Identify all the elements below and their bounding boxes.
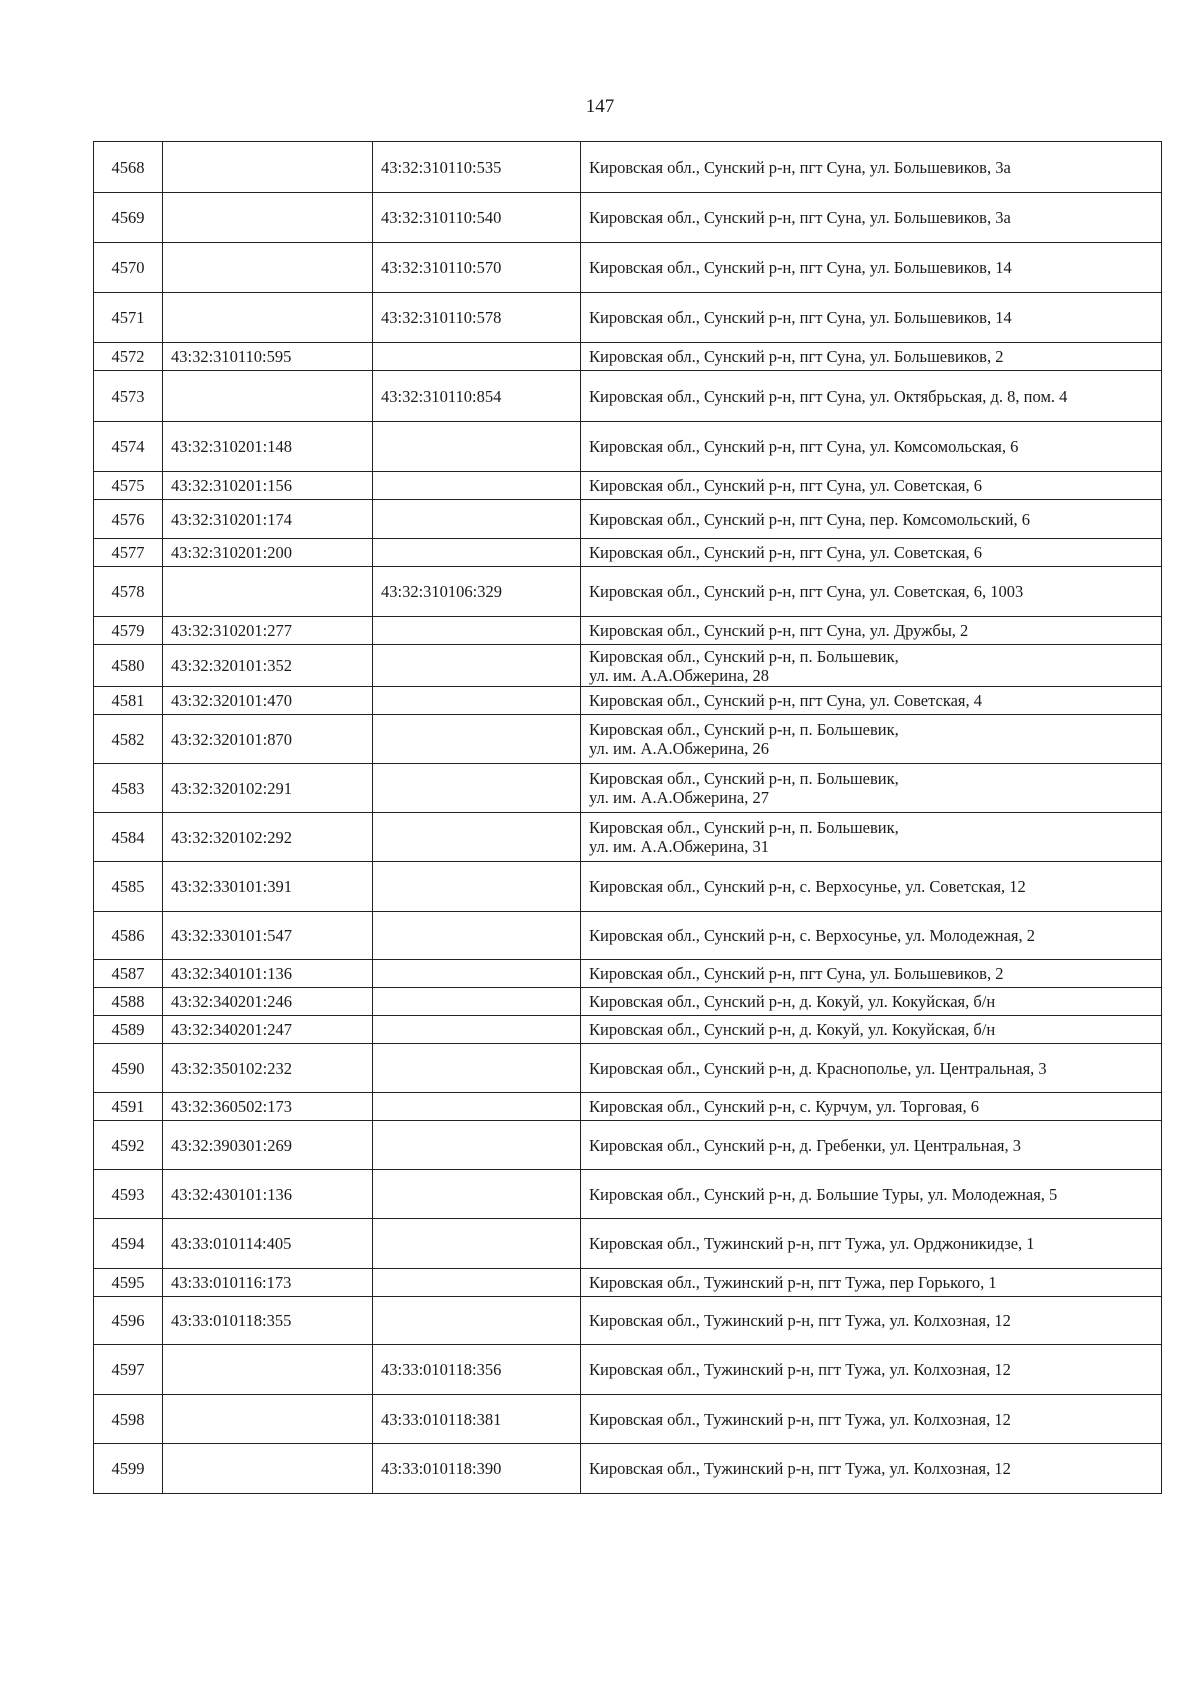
address-cell	[581, 687, 1162, 715]
address-cell	[581, 539, 1162, 567]
row-number-cell: 4581	[94, 687, 163, 715]
address-line-2: ул. им. А.А.Обжерина, 26	[589, 739, 770, 758]
address-cell	[581, 567, 1162, 617]
table-row	[94, 1219, 1162, 1269]
cadastral-number-alt-cell	[373, 960, 581, 988]
cadastral-number-cell: 43:32:310201:277	[163, 617, 373, 645]
address-line-2: ул. им. А.А.Обжерина, 27	[589, 788, 770, 807]
cadastral-number-alt-cell: 43:32:310110:854	[373, 371, 581, 422]
cadastral-number-alt-cell	[373, 1269, 581, 1297]
address-line: Кировская обл., Сунский р-н, пгт Суна, ул. Большевиков, 3а	[589, 157, 1011, 177]
cadastral-number-alt-cell	[373, 1044, 581, 1093]
row-number-cell: 4571	[94, 293, 163, 343]
address-cell	[581, 1345, 1162, 1395]
table-row	[94, 1444, 1162, 1494]
address-line: Кировская обл., Сунский р-н, пгт Суна, ул. Советская, 6	[589, 476, 983, 495]
table-row	[94, 1044, 1162, 1093]
address-cell	[581, 1170, 1162, 1219]
address-line: Кировская обл., Сунский р-н, пгт Суна, ул. Советская, 6, 1003	[589, 582, 1024, 601]
cadastral-number-cell	[163, 142, 373, 193]
row-number-cell: 4589	[94, 1016, 163, 1044]
table-row	[94, 862, 1162, 912]
cadastral-number-alt-cell	[373, 862, 581, 912]
row-number-cell: 4569	[94, 193, 163, 243]
address-line: Кировская обл., Тужинский р-н, пгт Тужа, ул. Колхозная, 12	[589, 1311, 1011, 1330]
table-row	[94, 472, 1162, 500]
cadastral-number-alt-cell	[373, 539, 581, 567]
cadastral-number-cell: 43:32:320101:470	[163, 687, 373, 715]
page-number: 147	[585, 96, 615, 117]
address-line-2: ул. им. А.А.Обжерина, 31	[589, 837, 770, 856]
cadastral-number-alt-cell	[373, 715, 581, 764]
cadastral-number-cell: 43:32:310201:148	[163, 422, 373, 472]
address-cell	[581, 988, 1162, 1016]
cadastral-number-alt-cell	[373, 813, 581, 862]
cadastral-number-cell	[163, 1444, 373, 1494]
cadastral-number-cell: 43:32:330101:547	[163, 912, 373, 960]
address-line: Кировская обл., Сунский р-н, д. Большие Туры, ул. Молодежная, 5	[589, 1184, 1058, 1204]
row-number-cell: 4570	[94, 243, 163, 293]
table-row	[94, 1345, 1162, 1395]
cadastral-number-cell	[163, 371, 373, 422]
table-row	[94, 715, 1162, 764]
cadastral-number-alt-cell	[373, 472, 581, 500]
cadastral-number-alt-cell: 43:32:310110:535	[373, 142, 581, 193]
cadastral-number-cell: 43:32:320102:291	[163, 764, 373, 813]
cadastral-number-alt-cell: 43:32:310110:570	[373, 243, 581, 293]
address-line: Кировская обл., Тужинский р-н, пгт Тужа, ул. Колхозная, 12	[589, 1459, 1011, 1478]
address-line: Кировская обл., Сунский р-н, п. Большевик,	[589, 646, 899, 666]
cadastral-number-alt-cell	[373, 1297, 581, 1345]
address-cell	[581, 1219, 1162, 1269]
cadastral-number-cell	[163, 193, 373, 243]
cadastral-number-alt-cell: 43:32:310110:540	[373, 193, 581, 243]
table-row	[94, 293, 1162, 343]
row-number-cell: 4595	[94, 1269, 163, 1297]
row-number-cell: 4591	[94, 1093, 163, 1121]
row-number-cell: 4587	[94, 960, 163, 988]
table-row	[94, 343, 1162, 371]
cadastral-number-alt-cell	[373, 764, 581, 813]
table-row	[94, 1170, 1162, 1219]
address-cell	[581, 617, 1162, 645]
table-row	[94, 1395, 1162, 1444]
address-line: Кировская обл., Сунский р-н, п. Большевик,	[589, 769, 899, 788]
cadastral-number-cell	[163, 567, 373, 617]
address-line: Кировская обл., Сунский р-н, д. Кокуй, ул. Кокуйская, б/н	[589, 1020, 996, 1039]
address-line: Кировская обл., Сунский р-н, пгт Суна, ул. Большевиков, 3а	[589, 208, 1011, 227]
row-number-cell: 4573	[94, 371, 163, 422]
row-number-cell: 4593	[94, 1170, 163, 1219]
table-row	[94, 500, 1162, 539]
cadastral-number-cell: 43:33:010114:405	[163, 1219, 373, 1269]
cadastral-number-cell: 43:32:390301:269	[163, 1121, 373, 1170]
cadastral-number-cell: 43:32:340201:247	[163, 1016, 373, 1044]
address-line: Кировская обл., Сунский р-н, пгт Суна, ул. Большевиков, 14	[589, 308, 1012, 327]
address-cell	[581, 862, 1162, 912]
address-cell	[581, 1269, 1162, 1297]
cadastral-number-alt-cell	[373, 645, 581, 687]
row-number-cell: 4577	[94, 539, 163, 567]
row-number-cell: 4590	[94, 1044, 163, 1093]
cadastral-number-cell: 43:33:010116:173	[163, 1269, 373, 1297]
cadastral-number-cell	[163, 1395, 373, 1444]
row-number-cell: 4596	[94, 1297, 163, 1345]
row-number-cell: 4583	[94, 764, 163, 813]
address-line: Кировская обл., Сунский р-н, пгт Суна, ул. Большевиков, 2	[589, 347, 1004, 366]
row-number-cell: 4588	[94, 988, 163, 1016]
row-number-cell: 4599	[94, 1444, 163, 1494]
cadastral-number-cell: 43:32:320101:352	[163, 645, 373, 687]
cadastral-number-cell: 43:32:310201:174	[163, 500, 373, 539]
table-row	[94, 539, 1162, 567]
cadastral-number-cell: 43:32:360502:173	[163, 1093, 373, 1121]
address-cell	[581, 912, 1162, 960]
address-cell	[581, 715, 1162, 764]
row-number-cell: 4580	[94, 645, 163, 687]
cadastral-number-alt-cell	[373, 343, 581, 371]
address-line: Кировская обл., Сунский р-н, д. Кокуй, ул. Кокуйская, б/н	[589, 992, 996, 1011]
table-row	[94, 960, 1162, 988]
address-cell	[581, 500, 1162, 539]
table-body	[94, 142, 1162, 1494]
address-cell	[581, 193, 1162, 243]
cadastral-number-cell: 43:32:340101:136	[163, 960, 373, 988]
table-row	[94, 243, 1162, 293]
address-cell	[581, 645, 1162, 687]
address-line: Кировская обл., Сунский р-н, д. Краснополье, ул. Центральная, 3	[589, 1058, 1047, 1078]
cadastral-number-alt-cell: 43:33:010118:356	[373, 1345, 581, 1395]
table-row	[94, 567, 1162, 617]
cadastral-number-cell: 43:33:010118:355	[163, 1297, 373, 1345]
address-cell	[581, 371, 1162, 422]
row-number-cell: 4568	[94, 142, 163, 193]
address-line: Кировская обл., Сунский р-н, п. Большевик,	[589, 720, 899, 739]
table-row	[94, 1297, 1162, 1345]
row-number-cell: 4579	[94, 617, 163, 645]
address-cell	[581, 293, 1162, 343]
cadastral-number-alt-cell	[373, 1121, 581, 1170]
address-cell	[581, 243, 1162, 293]
address-line: Кировская обл., Сунский р-н, с. Верхосунье, ул. Советская, 12	[589, 877, 1026, 896]
cadastral-number-cell: 43:32:310110:595	[163, 343, 373, 371]
cadastral-number-alt-cell	[373, 912, 581, 960]
address-cell	[581, 1121, 1162, 1170]
cadastral-number-alt-cell	[373, 1219, 581, 1269]
address-line: Кировская обл., Тужинский р-н, пгт Тужа, пер Горького, 1	[589, 1273, 997, 1292]
row-number-cell: 4575	[94, 472, 163, 500]
address-line: Кировская обл., Тужинский р-н, пгт Тужа, ул. Орджоникидзе, 1	[589, 1234, 1035, 1253]
cadastral-number-alt-cell	[373, 500, 581, 539]
address-line-2: ул. им. А.А.Обжерина, 28	[589, 665, 770, 685]
table-row	[94, 142, 1162, 193]
row-number-cell: 4578	[94, 567, 163, 617]
row-number-cell: 4582	[94, 715, 163, 764]
table-row	[94, 617, 1162, 645]
cadastral-number-cell: 43:32:350102:232	[163, 1044, 373, 1093]
table-row	[94, 988, 1162, 1016]
table-row	[94, 687, 1162, 715]
property-registry-table	[93, 141, 1162, 1494]
cadastral-number-alt-cell	[373, 1016, 581, 1044]
cadastral-number-cell	[163, 293, 373, 343]
address-line: Кировская обл., Сунский р-н, пгт Суна, ул. Большевиков, 2	[589, 964, 1004, 983]
cadastral-number-alt-cell: 43:33:010118:390	[373, 1444, 581, 1494]
cadastral-number-alt-cell	[373, 1170, 581, 1219]
cadastral-number-cell: 43:32:340201:246	[163, 988, 373, 1016]
address-cell	[581, 1016, 1162, 1044]
table-row	[94, 912, 1162, 960]
address-line: Кировская обл., Сунский р-н, пгт Суна, ул. Комсомольская, 6	[589, 437, 1019, 456]
address-line: Кировская обл., Сунский р-н, пгт Суна, ул. Советская, 6	[589, 543, 983, 562]
address-line: Кировская обл., Тужинский р-н, пгт Тужа, ул. Колхозная, 12	[589, 1360, 1011, 1379]
table-row	[94, 764, 1162, 813]
address-line: Кировская обл., Сунский р-н, п. Большевик,	[589, 818, 899, 837]
row-number-cell: 4592	[94, 1121, 163, 1170]
address-line: Кировская обл., Сунский р-н, д. Гребенки, ул. Центральная, 3	[589, 1135, 1021, 1155]
table-row	[94, 1093, 1162, 1121]
address-cell	[581, 142, 1162, 193]
row-number-cell: 4584	[94, 813, 163, 862]
table-row	[94, 193, 1162, 243]
address-line: Кировская обл., Сунский р-н, пгт Суна, ул. Советская, 4	[589, 691, 983, 710]
address-cell	[581, 1395, 1162, 1444]
address-line: Кировская обл., Сунский р-н, пгт Суна, ул. Большевиков, 14	[589, 258, 1012, 277]
row-number-cell: 4576	[94, 500, 163, 539]
table-row	[94, 1016, 1162, 1044]
address-line: Кировская обл., Сунский р-н, с. Курчум, ул. Торговая, 6	[589, 1097, 980, 1116]
address-line: Кировская обл., Сунский р-н, пгт Суна, ул. Дружбы, 2	[589, 621, 969, 640]
cadastral-number-alt-cell: 43:32:310106:329	[373, 567, 581, 617]
table-row	[94, 1269, 1162, 1297]
cadastral-number-alt-cell	[373, 988, 581, 1016]
address-line: Кировская обл., Сунский р-н, с. Верхосунье, ул. Молодежная, 2	[589, 926, 1036, 945]
address-cell	[581, 343, 1162, 371]
address-line: Кировская обл., Сунский р-н, пгт Суна, пер. Комсомольский, 6	[589, 509, 1031, 529]
row-number-cell: 4586	[94, 912, 163, 960]
cadastral-number-alt-cell	[373, 617, 581, 645]
row-number-cell: 4598	[94, 1395, 163, 1444]
address-cell	[581, 472, 1162, 500]
row-number-cell: 4574	[94, 422, 163, 472]
address-line: Кировская обл., Тужинский р-н, пгт Тужа, ул. Колхозная, 12	[589, 1409, 1011, 1429]
cadastral-number-cell: 43:32:330101:391	[163, 862, 373, 912]
cadastral-number-cell: 43:32:430101:136	[163, 1170, 373, 1219]
table-row	[94, 371, 1162, 422]
cadastral-number-alt-cell	[373, 687, 581, 715]
address-line: Кировская обл., Сунский р-н, пгт Суна, ул. Октябрьская, д. 8, пом. 4	[589, 386, 1068, 406]
cadastral-number-cell: 43:32:320102:292	[163, 813, 373, 862]
address-cell	[581, 1297, 1162, 1345]
table-row	[94, 645, 1162, 687]
row-number-cell: 4585	[94, 862, 163, 912]
address-cell	[581, 764, 1162, 813]
table-row	[94, 1121, 1162, 1170]
cadastral-number-alt-cell: 43:33:010118:381	[373, 1395, 581, 1444]
cadastral-number-alt-cell: 43:32:310110:578	[373, 293, 581, 343]
row-number-cell: 4597	[94, 1345, 163, 1395]
table-row	[94, 813, 1162, 862]
address-cell	[581, 1093, 1162, 1121]
cadastral-number-cell: 43:32:320101:870	[163, 715, 373, 764]
cadastral-number-cell	[163, 1345, 373, 1395]
address-cell	[581, 960, 1162, 988]
cadastral-number-alt-cell	[373, 422, 581, 472]
address-cell	[581, 1444, 1162, 1494]
table-row	[94, 422, 1162, 472]
cadastral-number-cell	[163, 243, 373, 293]
address-cell	[581, 813, 1162, 862]
cadastral-number-cell: 43:32:310201:200	[163, 539, 373, 567]
cadastral-number-cell: 43:32:310201:156	[163, 472, 373, 500]
row-number-cell: 4594	[94, 1219, 163, 1269]
row-number-cell: 4572	[94, 343, 163, 371]
cadastral-number-alt-cell	[373, 1093, 581, 1121]
address-cell	[581, 1044, 1162, 1093]
address-cell	[581, 422, 1162, 472]
